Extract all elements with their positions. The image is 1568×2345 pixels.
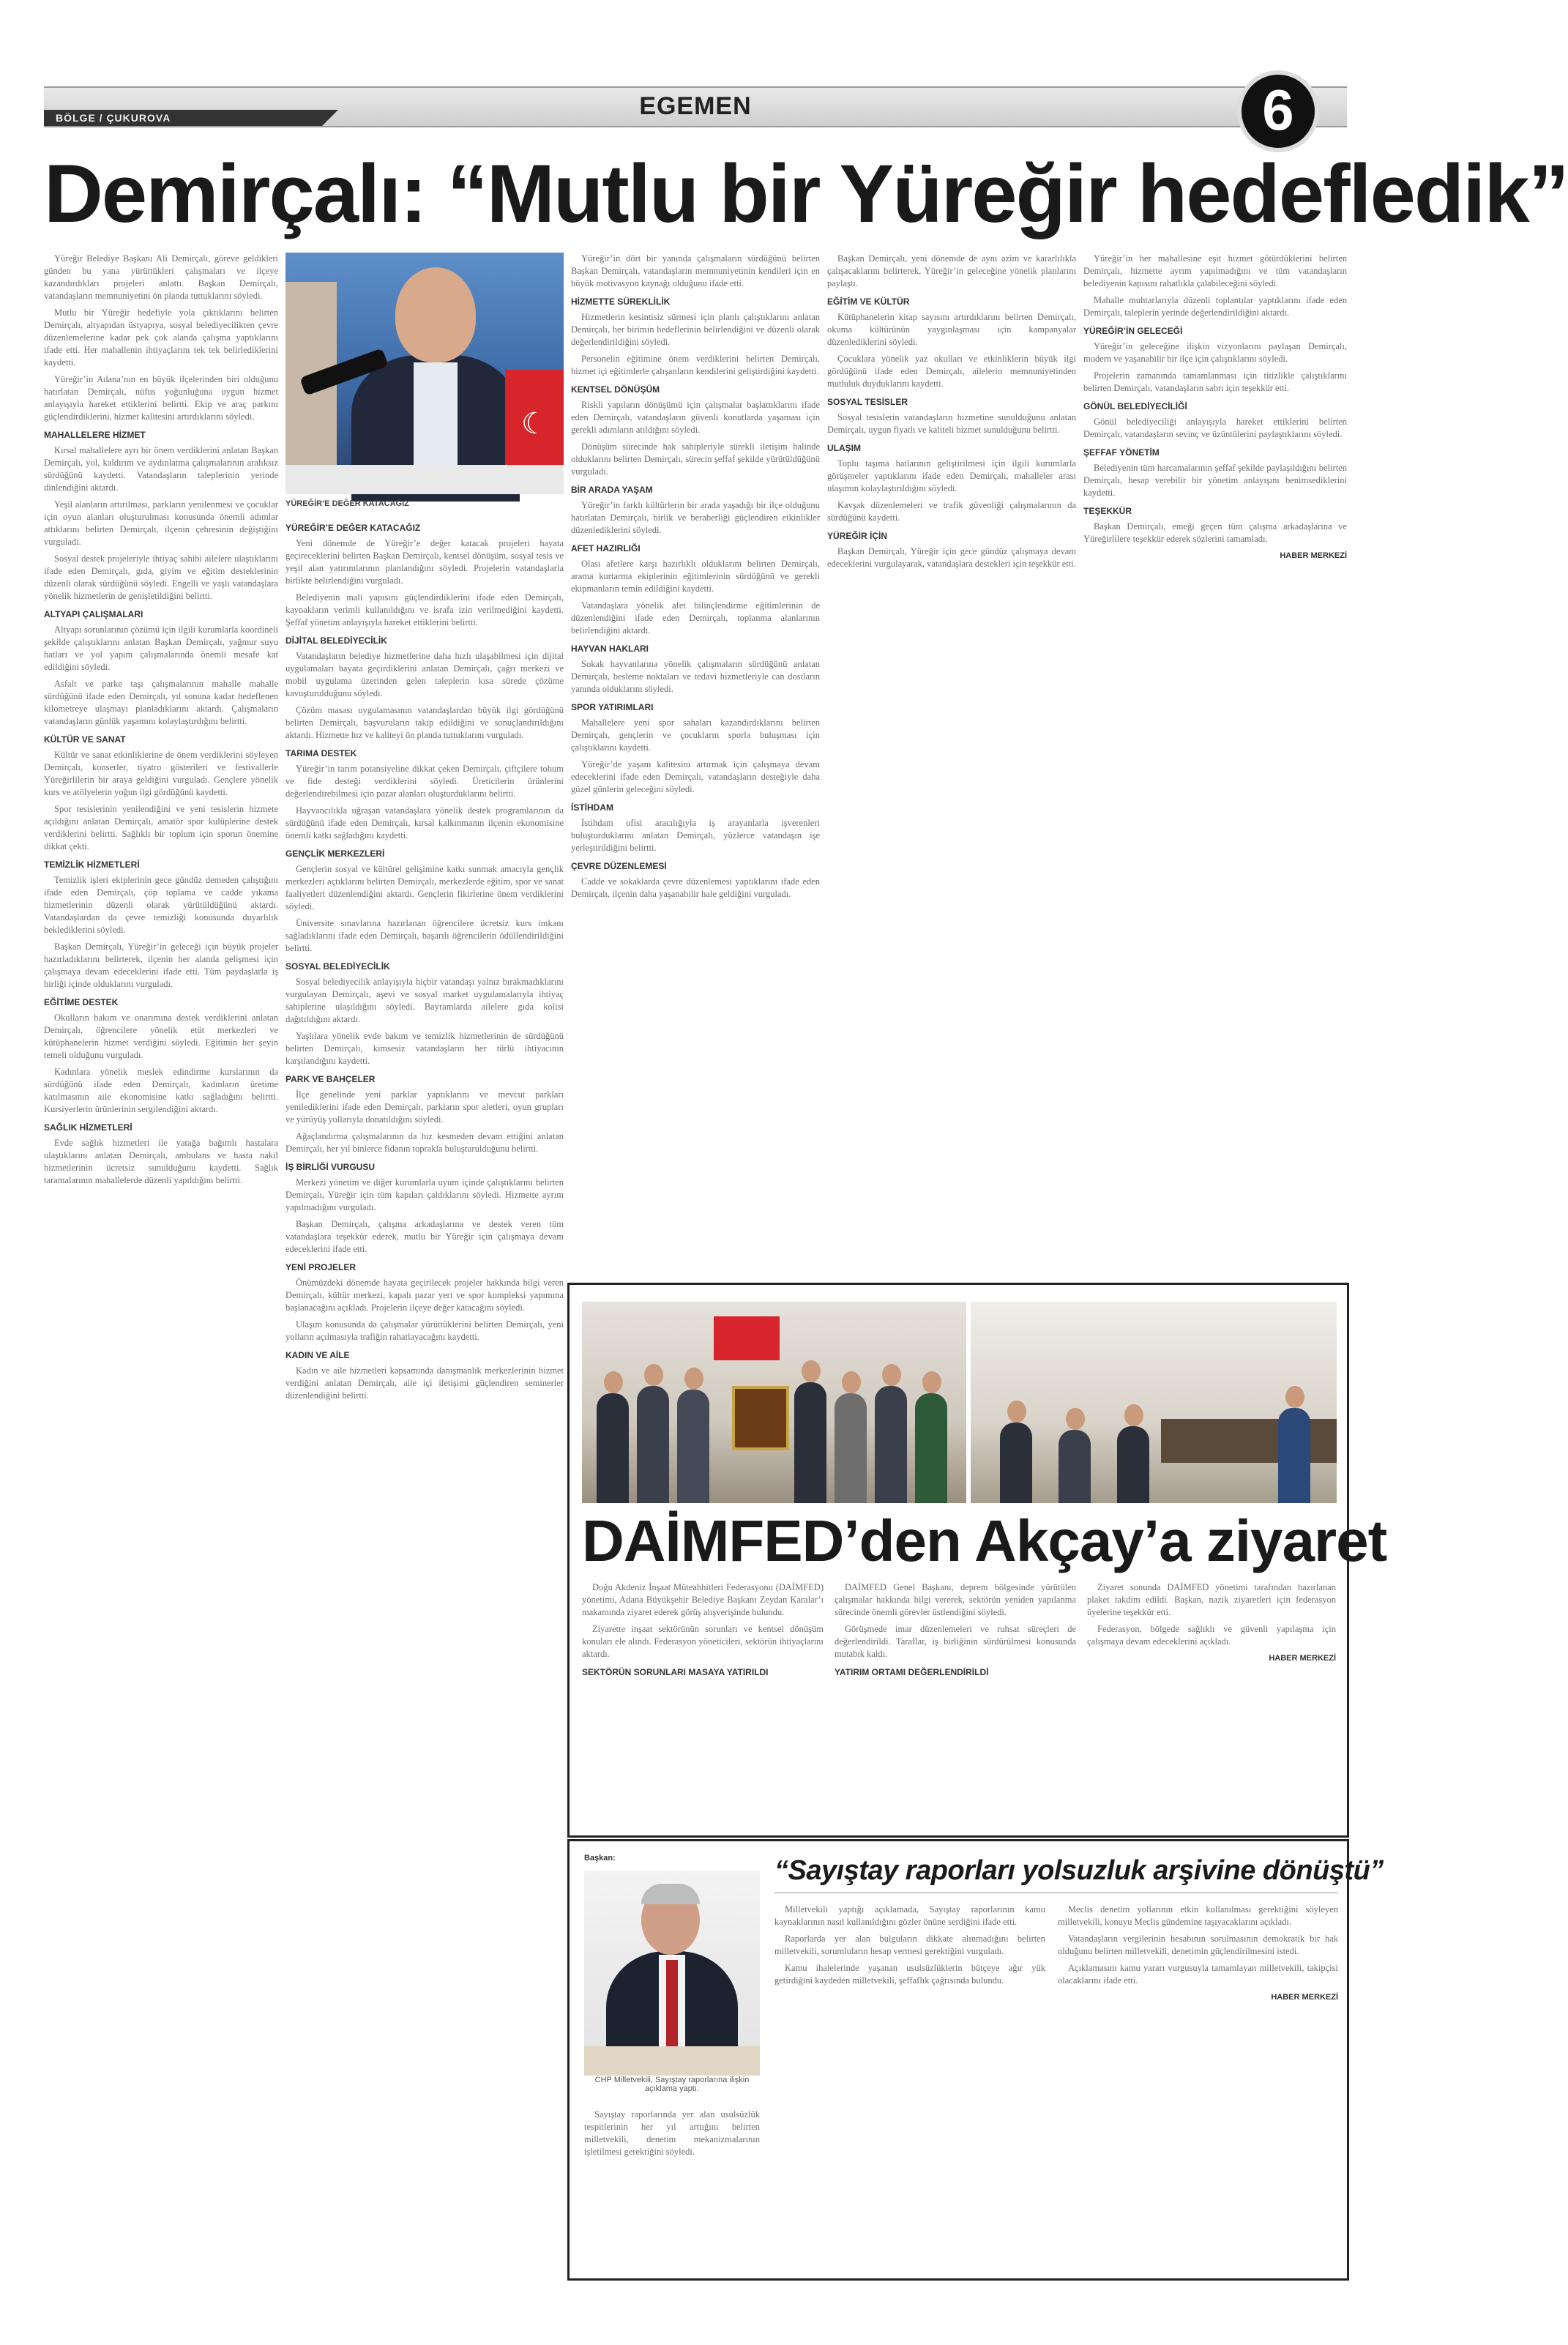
paragraph: Üniversite sınavlarına hazırlanan öğrencilere ücretsiz kurs imkanı sağladıklarını ifade eden Demirçalı, başarılı öğrencilerin ödüllendirildiğini belirtti. bbox=[285, 918, 564, 953]
article1-column-2 bbox=[285, 516, 564, 2281]
paragraph: Kırsal mahallelere ayrı bir önem verdiklerini anlatan Başkan Demirçalı, yol, kaldırım ve aydınlatma çalışmalarının aralıksız sürdüğünü kaydetti. Vatandaşların taleplerinin yerinde dinlendiğini aktardı. bbox=[44, 445, 278, 493]
subheading: AFET HAZIRLIĞI bbox=[571, 543, 641, 553]
paragraph: Ulaşım konusunda da çalışmalar yürüttüklerini belirten Demirçalı, yeni yolların açılmasıyla trafiğin rahatlayacağını kaydetti. bbox=[285, 1319, 564, 1342]
paragraph: Dönüşüm sürecinde hak sahipleriyle sürekli iletişim halinde olduklarını belirten Demirçalı, sürecin şeffaf şekilde yürütüldüğünü vurguladı. bbox=[571, 441, 820, 477]
paragraph: Riskli yapıların dönüşümü için çalışmalar başlattıklarını ifade eden Demirçalı, vatandaşların güvenli konutlarda yaşaması için gerekli adımların atıldığını söyledi. bbox=[571, 400, 820, 435]
paragraph: Başkan Demirçalı, Yüreğir’in geleceği için büyük projeler hazırladıklarını belirterek, ilçenin her alanda gelişmesi için çalışmaya devam edeceklerini ifade etti. Tüm paydaşlarla iş birliği içinde olduklarını vurguladı. bbox=[44, 942, 278, 989]
paragraph: Ziyaret sonunda DAİMFED yönetimi tarafından hazırlanan plaket takdim edildi. Başkan, nazik ziyaretleri için federasyon üyelerine teşekkür etti. bbox=[1087, 1582, 1336, 1617]
paragraph: Yüreğir Belediye Başkanı Ali Demirçalı, göreve geldikleri günden bu yana yürüttükleri çalışmaları ve ilçeye kazandırdıkları projeleri anlattı. Başkan Demirçalı, vatandaşların memnuniyetini ön planda tuttuklarını söyledi. bbox=[44, 253, 278, 301]
paragraph: Görüşmede imar düzenlemeleri ve ruhsat süreçleri de değerlendirildi. Taraflar, iş birliğinin sürdürülmesi konusunda mutabık kaldı. bbox=[835, 1624, 1076, 1659]
subheading: TARIMA DESTEK bbox=[285, 748, 357, 758]
paragraph: Evde sağlık hizmetleri ile yatağa bağımlı hastalara ulaştıklarını anlatan Demirçalı, ambulans ve hasta nakil hizmetlerinin ücretsiz sunulduğunu kaydetti. Sağlık taramalarının mahallelerde düzenli yapıldığını belirtti. bbox=[44, 1138, 278, 1185]
article2-column-3 bbox=[1087, 1581, 1336, 1827]
paragraph: Vatandaşlara yönelik afet bilinçlendirme eğitimlerinin de düzenlendiğini ifade eden Demirçalı, toplanma alanlarının belirlendiğini aktardı. bbox=[571, 600, 820, 635]
paragraph: Yüreğir’in geleceğine ilişkin vizyonlarını paylaşan Demirçalı, modern ve yaşanabilir bir ilçe için çalıştıklarını söyledi. bbox=[1083, 341, 1347, 364]
article3-headline: “Sayıştay raporları yolsuzluk arşivine dönüştü” bbox=[774, 1855, 1384, 1886]
paragraph: Ağaçlandırma çalışmalarının da hız kesmeden devam ettiğini anlatan Demirçalı, her yıl binlerce fidanın toprakla buluşturulduğunu belirtti. bbox=[285, 1131, 564, 1154]
paragraph: Personelin eğitimine önem verdiklerini belirten Demirçalı, hizmet içi eğitimlerle çalışanların kendilerini geliştirdiğini kaydetti. bbox=[571, 354, 820, 376]
byline: HABER MERKEZİ bbox=[1280, 551, 1347, 560]
byline: HABER MERKEZİ bbox=[1271, 1993, 1338, 2002]
paragraph: Vatandaşların belediye hizmetlerine daha hızlı ulaşabilmesi için dijital uygulamaları hayata geçirdiklerini anlatan Demirçalı, çağrı merkezi ve mobil uygulama üzerinden gelen taleplerin kısa sürede çözüme kavuşturulduğunu söyledi. bbox=[285, 651, 564, 698]
paragraph: Yaşlılara yönelik evde bakım ve temizlik hizmetlerinin de sürdüğünü belirten Demirçalı, kimsesiz vatandaşların her türlü ihtiyacının karşılandığını kaydetti. bbox=[285, 1031, 564, 1066]
paragraph: Hizmetlerin kesintisiz sürmesi için planlı çalıştıklarını anlatan Demirçalı, her birimin hedeflerinin belirlendiğini ve düzenli olarak değerlendirildiğini söyledi. bbox=[571, 312, 820, 347]
paragraph: Temizlik işleri ekiplerinin gece gündüz demeden çalıştığını ifade eden Demirçalı, çöp toplama ve cadde yıkama hizmetlerinin düzenli olarak yürütüldüğünü aktardı. Vatandaşlardan da çevre temizliği konusunda duyarlılık beklediklerini söyledi. bbox=[44, 875, 278, 935]
paragraph: Sosyal tesislerin vatandaşların hizmetine sunulduğunu anlatan Demirçalı, uygun fiyatlı ve kaliteli hizmet sunulduğunu belirtti. bbox=[827, 412, 1076, 435]
subheading: YATIRIM ORTAMI DEĞERLENDİRİLDİ bbox=[835, 1667, 989, 1677]
paragraph: Çocuklara yönelik yaz okulları ve etkinliklerin büyük ilgi gördüğünü ifade eden Demirçalı, ailelerin memnuniyetinden mutluluk duyduklarını kaydetti. bbox=[827, 354, 1076, 389]
paragraph: Başkan Demirçalı, çalışma arkadaşlarına ve destek veren tüm vatandaşlara teşekkür ederek, mutlu bir Yüreğir için çalışmaya devam edeceklerini ifade etti. bbox=[285, 1219, 564, 1254]
subheading: EĞİTİME DESTEK bbox=[44, 997, 119, 1007]
paragraph: Raporlarda yer alan bulguların dikkate alınmadığını belirten milletvekili, sorumluların hesap vermesi gerektiğini vurguladı. bbox=[774, 1934, 1045, 1956]
paragraph: Mahallelere yeni spor sahaları kazandırdıklarını belirten Demirçalı, gençlerin ve çocukların sporla buluşması için çalıştıklarını kaydetti. bbox=[571, 717, 820, 753]
paragraph: İstihdam ofisi aracılığıyla iş arayanlarla işverenleri buluşturduklarını anlatan Demirçalı, yüzlerce vatandaşın işe yerleştirildiğini belirtti. bbox=[571, 818, 820, 853]
paragraph: Mutlu bir Yüreğir hedefiyle yola çıktıklarını belirten Demirçalı, altyapıdan üstyapıya, sosyal belediyecilikten çevre düzenlemelerine kadar pek çok alanda çalışma yaptıklarını ifade etti. Her mahallenin ihtiyaçlarını tek tek belirlediklerini kaydetti. bbox=[44, 307, 278, 368]
section-strip: BÖLGE / ÇUKUROVA bbox=[44, 110, 322, 126]
paragraph: Yüreğir’in dört bir yanında çalışmaların sürdüğünü belirten Başkan Demirçalı, vatandaşların memnuniyetinin kendileri için en büyük motivasyon kaynağı olduğunu ifade etti. bbox=[571, 253, 820, 288]
paragraph: Yüreğir’in farklı kültürlerin bir arada yaşadığı bir ilçe olduğunu hatırlatan Demirçalı, birlik ve beraberliği güçlendiren etkinlikler düzenlediklerini söyledi. bbox=[571, 500, 820, 535]
article3-column-1 bbox=[774, 1904, 1045, 2270]
paragraph: Gençlerin sosyal ve kültürel gelişimine katkı sunmak amacıyla gençlik merkezleri açtıklarını belirten Demirçalı, merkezlerde eğitim, spor ve sanat faaliyetleri düzenlendiğini aktardı. Gençlerin fikirlerine önem verdiklerini söyledi. bbox=[285, 864, 564, 911]
paragraph: Belediyenin tüm harcamalarının şeffaf şekilde paylaşıldığını belirten Demirçalı, hesap verebilir bir yönetim anlayışını benimsediklerini kaydetti. bbox=[1083, 463, 1347, 498]
paragraph: Merkezi yönetim ve diğer kurumlarla uyum içinde çalıştıklarını belirten Demirçalı, Yüreğir için tüm kapıları çaldıklarını söyledi. Hizmette ayrım yapılmadığını vurguladı. bbox=[285, 1177, 564, 1212]
paragraph: Meclis denetim yollarının etkin kullanılması gerektiğini söyleyen milletvekili, konuyu Meclis gündemine taşıyacaklarını açıkladı. bbox=[1058, 1904, 1338, 1927]
subheading: SPOR YATIRIMLARI bbox=[571, 702, 654, 712]
article3-kicker: Başkan: bbox=[584, 1854, 616, 1863]
paragraph: Milletvekili yaptığı açıklamada, Sayıştay raporlarının kamu kaynaklarının nasıl kullanıldığını gözler önüne serdiğini ifade etti. bbox=[774, 1904, 1045, 1927]
subheading: SOSYAL BELEDİYECİLİK bbox=[285, 961, 390, 972]
subheading: KÜLTÜR VE SANAT bbox=[44, 734, 126, 745]
subheading: EĞİTİM VE KÜLTÜR bbox=[827, 297, 910, 307]
paragraph: Yüreğir’in Adana’nın en büyük ilçelerinden biri olduğunu hatırlatan Demirçalı, nüfus yoğunluğuna uygun hizmet anlayışıyla hareket ettiklerini belirtti. Ekip ve araç parkını güçlendirdiklerini, hizmet kalitesini artırdıklarını söyledi. bbox=[44, 374, 278, 422]
paragraph: Belediyenin mali yapısını güçlendirdiklerini ifade eden Demirçalı, kaynakların verimli kullanıldığını ve israfa izin verilmediğini kaydetti. Şeffaf yönetim anlayışıyla hareket ettiklerini belirtti. bbox=[285, 592, 564, 627]
subheading: DİJİTAL BELEDİYECİLİK bbox=[285, 635, 387, 646]
article1-column-4 bbox=[827, 253, 1076, 1274]
article2-headline: DAİMFED’den Akçay’a ziyaret bbox=[582, 1508, 1387, 1573]
article3-column-2 bbox=[1058, 1904, 1338, 2270]
paragraph: Yüreğir’in tarım potansiyeline dikkat çeken Demirçalı, çiftçilere tohum ve fide desteği verdiklerini söyledi. Üreticilerin ürünlerini değerlendirebilmesi için pazar alanları oluşturduklarını belirtti. bbox=[285, 764, 564, 799]
subheading: ALTYAPI ÇALIŞMALARI bbox=[44, 609, 143, 619]
paragraph: Asfalt ve parke taşı çalışmalarının mahalle mahalle sürdüğünü ifade eden Demirçalı, yıl sonuna kadar hedeflenen kilometreye ulaşmayı planladıklarını aktardı. Çalışmaların vatandaşların günlük yaşamını kolaylaştırdığını belirtti. bbox=[44, 679, 278, 726]
article2-photo-meeting bbox=[971, 1302, 1337, 1503]
article3-photo-caption: CHP Milletvekili, Sayıştay raporlarına ilişkin açıklama yaptı. bbox=[594, 2076, 750, 2093]
subheading: İSTİHDAM bbox=[571, 802, 613, 813]
paragraph: Spor tesislerinin yenilendiğini ve yeni tesislerin hizmete açıldığını anlatan Demirçalı, amatör spor kulüplerine destek verdiklerini belirtti. Sağlıklı bir toplum için sporun önemine dikkat çekti. bbox=[44, 804, 278, 851]
subheading: YÜREĞİR İÇİN bbox=[827, 531, 888, 541]
paragraph: Hayvancılıkla uğraşan vatandaşlara yönelik destek programlarının da sürdüğünü ifade eden Demirçalı, kırsal kalkınmanın ilçenin ekonomisine önemli katkı sağladığını kaydetti. bbox=[285, 805, 564, 840]
article3-photo bbox=[584, 1871, 760, 2072]
article2-column-1 bbox=[582, 1581, 824, 1827]
paragraph: Sayıştay raporlarında yer alan usulsüzlük tespitlerinin her yıl arttığını belirten milletvekili, denetim mekanizmalarının işletilmesi gerektiğini söyledi. bbox=[584, 2109, 760, 2157]
paragraph: Açıklamasını kamu yararı vurgusuyla tamamlayan milletvekili, takipçisi olacaklarını ifade etti. bbox=[1058, 1963, 1338, 1986]
subheading: HAYVAN HAKLARI bbox=[571, 644, 649, 654]
paragraph: DAİMFED Genel Başkanı, deprem bölgesinde yürütülen çalışmalar hakkında bilgi vererek, sektörün yeniden yapılanma sürecinde önemli görevler üstlendiğini söyledi. bbox=[835, 1582, 1076, 1617]
subheading: SAĞLIK HİZMETLERİ bbox=[44, 1122, 132, 1133]
paragraph: İlçe genelinde yeni parklar yaptıklarını ve mevcut parkları yenilediklerini ifade eden Demirçalı, parkların spor aletleri, oyun grupları ve yürüyüş yollarıyla donatıldığını söyledi. bbox=[285, 1089, 564, 1125]
paragraph: Sosyal destek projeleriyle ihtiyaç sahibi ailelere ulaştıklarını ifade eden Demirçalı, gıda, giyim ve eğitim desteklerinin düzenli olarak sürdüğünü söyledi. Engelli ve yaşlı vatandaşlara yönelik hizmetlerin de genişletildiğini belirtti. bbox=[44, 553, 278, 601]
paragraph: Doğu Akdeniz İnşaat Müteahhitleri Federasyonu (DAİMFED) yönetimi, Adana Büyükşehir Belediye Başkanı Zeydan Karalar’ı makamında ziyaret ederek görüş alışverişinde bulundu. bbox=[582, 1582, 824, 1617]
paragraph: Kavşak düzenlemeleri ve trafik güvenliği çalışmalarının da sürdüğünü kaydetti. bbox=[827, 500, 1076, 523]
subheading: ULAŞIM bbox=[827, 443, 861, 453]
paragraph: Kadınlara yönelik meslek edindirme kurslarının da sürdüğünü ifade eden Demirçalı, kadınların üretime katılmasının aile ekonomisine katkı sağladığını belirtti. Kursiyerlerin ürünlerinin sergilendiğini aktardı. bbox=[44, 1067, 278, 1114]
article1-photo bbox=[285, 253, 564, 494]
main-headline: Demirçalı: “Mutlu bir Yüreğir hedefledik” bbox=[44, 148, 1568, 239]
subheading: TEMİZLİK HİZMETLERİ bbox=[44, 860, 140, 870]
masthead: EGEMEN bbox=[639, 92, 752, 120]
paragraph: Kütüphanelerin kitap sayısını artırdıklarını belirten Demirçalı, okuma kültürünün yaygınlaşması için kampanyalar düzenlediklerini söyledi. bbox=[827, 312, 1076, 347]
paragraph: Başkan Demirçalı, emeği geçen tüm çalışma arkadaşlarına ve Yüreğirlilere teşekkür ederek sözlerini tamamladı. bbox=[1083, 521, 1347, 544]
paragraph: Kamu ihalelerinde yaşanan usulsüzlüklerin bütçeye ağır yük getirdiğini kaydeden milletvekili, şeffaflık çağrısında bulundu. bbox=[774, 1963, 1045, 1986]
paragraph: Sokak hayvanlarına yönelik çalışmaların sürdüğünü anlatan Demirçalı, besleme noktaları ve tedavi hizmetleriyle can dostların yanında olduklarını söyledi. bbox=[571, 659, 820, 694]
article1-column-5 bbox=[1083, 253, 1347, 1274]
paragraph: Yüreğir’de yaşam kalitesini artırmak için çalışmaya devam edeceklerini ifade eden Demirçalı, vatandaşların desteğiyle daha güzel günlerin geleceğini söyledi. bbox=[571, 759, 820, 794]
subheading: GENÇLİK MERKEZLERİ bbox=[285, 849, 385, 859]
byline: HABER MERKEZİ bbox=[1269, 1654, 1336, 1663]
plaque-icon bbox=[732, 1386, 789, 1450]
subheading: SOSYAL TESİSLER bbox=[827, 397, 908, 407]
paragraph: Sosyal belediyecilik anlayışıyla hiçbir vatandaşı yalnız bırakmadıklarını vurgulayan Demirçalı, aşevi ve sosyal market uygulamalarıyla ihtiyaç sahiplerine ulaşıldığını söyledi. Bayramlarda ailelere gıda kolisi dağıtıldığını aktardı. bbox=[285, 977, 564, 1024]
article2-column-2 bbox=[835, 1581, 1076, 1827]
paragraph: Önümüzdeki dönemde hayata geçirilecek projeler hakkında bilgi veren Demirçalı, kültür merkezi, kapalı pazar yeri ve spor kompleksi yapımına başlanacağını açıkladı. Projelerin ilçeye değer katacağını söyledi. bbox=[285, 1278, 564, 1313]
paragraph: Ziyarette inşaat sektörünün sorunları ve kentsel dönüşüm konuları ele alındı. Federasyon yöneticileri, sektörün ihtiyaçlarını aktardı. bbox=[582, 1624, 824, 1659]
article3-column-0 bbox=[584, 2109, 760, 2270]
paragraph: Başkan Demirçalı, Yüreğir için gece gündüz çalışmaya devam edeceklerini vurgulayarak, vatandaşlara destekleri için teşekkür etti. bbox=[827, 546, 1076, 569]
subheading: TEŞEKKÜR bbox=[1083, 506, 1132, 516]
article1-column-1 bbox=[44, 253, 278, 2281]
paragraph: Okulların bakım ve onarımına destek verdiklerini anlatan Demirçalı, öğrencilere yönelik etüt merkezleri ve kütüphanelerin hizmet verdiğini söyledi. Eğitimin her şeyin temeli olduğunu vurguladı. bbox=[44, 1013, 278, 1060]
paragraph: Altyapı sorunlarının çözümü için ilgili kurumlarla koordineli şekilde çalıştıklarını anlatan Başkan Demirçalı, yağmur suyu hatları ve yol yapım çalışmalarında önemli mesafe kat edildiğini söyledi. bbox=[44, 625, 278, 672]
page-number-badge: 6 bbox=[1237, 70, 1319, 152]
paragraph: Olası afetlere karşı hazırlıklı olduklarını belirten Demirçalı, arama kurtarma ekiplerinin eğitimlerinin sürdüğünü ve gerekli ekipmanların temin edildiğini kaydetti. bbox=[571, 559, 820, 594]
paragraph: Cadde ve sokaklarda çevre düzenlemesi yaptıklarını ifade eden Demirçalı, ilçenin daha yaşanabilir hale geldiğini vurguladı. bbox=[571, 876, 820, 899]
subheading: YENİ PROJELER bbox=[285, 1262, 356, 1272]
subheading: KADIN VE AİLE bbox=[285, 1350, 350, 1360]
article1-photo-caption: YÜREĞİR’E DEĞER KATACAĞIZ bbox=[285, 499, 409, 508]
paragraph: Yeşil alanların artırılması, parkların yenilenmesi ve çocuklar için oyun alanları oluşturulması konusunda önemli adımlar attıklarını belirten Demirçalı, ilçenin çehresinin değiştiğini vurguladı. bbox=[44, 499, 278, 547]
paragraph: Projelerin zamanında tamamlanması için titizlikle çalıştıklarını belirten Demirçalı, vatandaşların sabrı için teşekkür etti. bbox=[1083, 370, 1347, 393]
paragraph: Başkan Demirçalı, yeni dönemde de aynı azim ve kararlılıkla çalışacaklarını belirterek, Yüreğir’in geleceğine yönelik planlarını paylaştı. bbox=[827, 253, 1076, 288]
subheading: MAHALLELERE HİZMET bbox=[44, 430, 146, 440]
article2-photo-group bbox=[582, 1302, 966, 1503]
subheading: İŞ BİRLİĞİ VURGUSU bbox=[285, 1162, 376, 1172]
subheading: SEKTÖRÜN SORUNLARI MASAYA YATIRILDI bbox=[582, 1667, 769, 1677]
paragraph: Toplu taşıma hatlarının geliştirilmesi için ilgili kurumlarla görüşmeler yaptıklarını ifade eden Demirçalı, mahalleler arası ulaşımın kolaylaştırıldığını söyledi. bbox=[827, 458, 1076, 493]
subheading: HİZMETTE SÜREKLİLİK bbox=[571, 297, 671, 307]
paragraph: Federasyon, bölgede sağlıklı ve güvenli yapılaşma için çalışmaya devam edeceklerini açıkladı. bbox=[1087, 1624, 1336, 1647]
subheading: ŞEFFAF YÖNETİM bbox=[1083, 447, 1160, 458]
flag-icon bbox=[714, 1316, 780, 1360]
paragraph: Çözüm masası uygulamasının vatandaşlardan büyük ilgi gördüğünü belirten Demirçalı, başvuruların takip edildiğini ve sonuçlandırıldığını aktardı. Hizmette hız ve kaliteyi ön planda tuttuklarını vurguladı. bbox=[285, 705, 564, 740]
paragraph: Yeni dönemde de Yüreğir’e değer katacak projeleri hayata geçireceklerini belirten Başkan Demirçalı, kentsel dönüşüm, sosyal tesis ve yeşil alan yatırımlarının planlandığını söyledi. Projelerin vatandaşlarla birlikte belirlendiğini vurguladı. bbox=[285, 538, 564, 586]
paragraph: Kadın ve aile hizmetleri kapsamında danışmanlık merkezlerinin hizmet verdiğini anlatan Demirçalı, aile içi iletişimi güçlendiren seminerler düzenlendiğini belirtti. bbox=[285, 1365, 564, 1401]
paragraph: Vatandaşların vergilerinin hesabının sorulmasının demokratik bir hak olduğunu belirten milletvekili, denetimin güçlendirilmesini istedi. bbox=[1058, 1934, 1338, 1956]
paragraph: Mahalle muhtarlarıyla düzenli toplantılar yaptıklarını ifade eden Demirçalı, taleplerin yerinde değerlendirildiğini aktardı. bbox=[1083, 295, 1347, 318]
subheading: BİR ARADA YAŞAM bbox=[571, 485, 653, 495]
paragraph: Yüreğir’in her mahallesine eşit hizmet götürdüklerini belirten Demirçalı, hizmette ayrım yapılmadığını ve tüm vatandaşların belediyenin kapısını rahatlıkla çalabileceğini söyledi. bbox=[1083, 253, 1347, 288]
subheading: ÇEVRE DÜZENLEMESİ bbox=[571, 861, 667, 871]
paragraph: Kültür ve sanat etkinliklerine de önem verdiklerini söyleyen Demirçalı, konserler, tiyatro gösterileri ve festivallerle Yüreğirlilerin bir araya geldiğini vurguladı. Gençlere yönelik kurs ve atölyelerin yoğun ilgi gördüğünü kaydetti. bbox=[44, 750, 278, 797]
article1-column-3 bbox=[571, 253, 820, 1274]
paragraph: Gönül belediyeciliği anlayışıyla hareket ettiklerini belirten Demirçalı, vatandaşların sevinç ve üzüntülerini paylaştıklarını söyledi. bbox=[1083, 417, 1347, 439]
subheading: KENTSEL DÖNÜŞÜM bbox=[571, 384, 660, 395]
subheading: GÖNÜL BELEDİYECİLİĞİ bbox=[1083, 401, 1187, 411]
subheading: PARK VE BAHÇELER bbox=[285, 1074, 376, 1084]
subheading: YÜREĞİR’E DEĞER KATACAĞIZ bbox=[285, 523, 421, 533]
subheading: YÜREĞİR’İN GELECEĞİ bbox=[1083, 326, 1183, 336]
